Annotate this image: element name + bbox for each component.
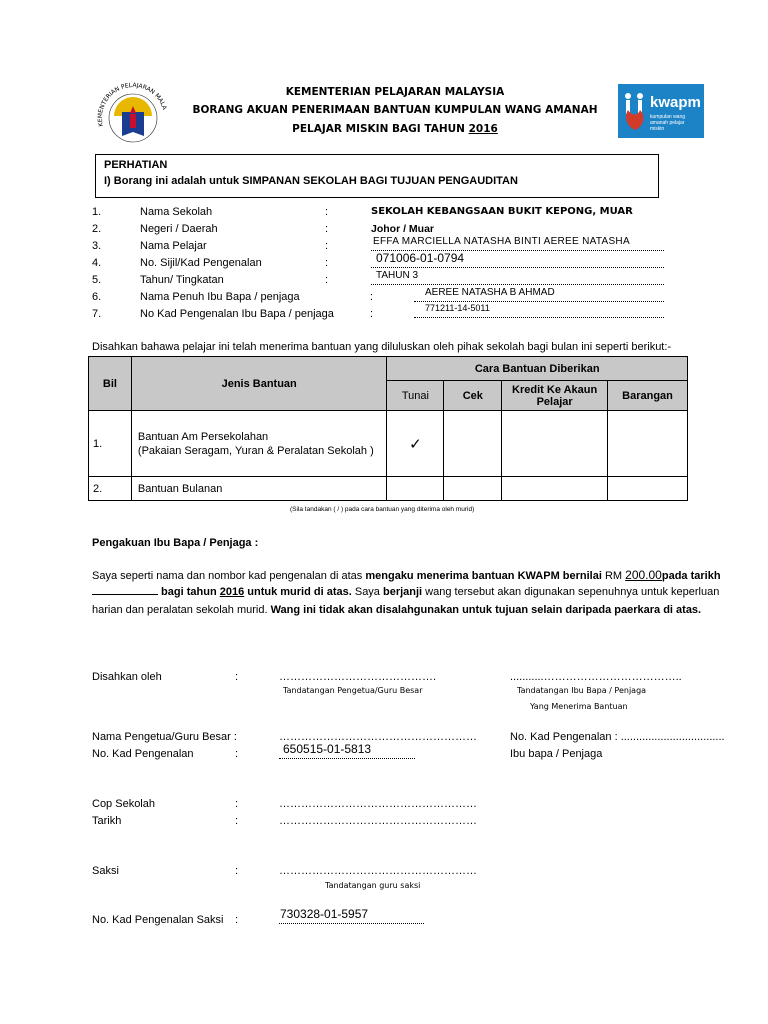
field-label-id: No. Sijil/Kad Pengenalan	[140, 257, 262, 269]
dotted-line	[414, 317, 664, 318]
row-tunai	[387, 477, 444, 501]
field-colon: :	[325, 240, 329, 252]
header-ministry: KEMENTERIAN PELAJARAN MALAYSIA	[285, 86, 505, 98]
row-barangan	[608, 411, 688, 477]
sign-colon: :	[235, 865, 239, 877]
field-colon: :	[325, 257, 329, 269]
row-tunai-check: ✓	[387, 411, 444, 477]
col-header-cek: Cek	[444, 381, 502, 411]
col-header-kredit: Kredit Ke Akaun Pelajar	[502, 381, 608, 411]
field-value-student: EFFA MARCIELLA NATASHA BINTI AEREE NATASHA	[373, 236, 630, 247]
pengakuan-line-3: harian dan peralatan sekolah murid. Wang ini tidak akan disalahgunakan untuk tujuan selain daripada paerkara di atas.	[92, 604, 702, 616]
table-row	[89, 411, 688, 477]
field-value-school: SEKOLAH KEBANGSAAN BUKIT KEPONG, MUAR	[371, 206, 633, 217]
dotted-line	[371, 267, 664, 268]
pengakuan-title: Pengakuan Ibu Bapa / Penjaga :	[92, 537, 259, 549]
dots-cop: ………………………………………………	[279, 798, 477, 810]
field-label-state: Negeri / Daerah	[140, 223, 218, 235]
dotted-line	[414, 301, 664, 302]
field-label-year: Tahun/ Tingkatan	[140, 274, 224, 286]
dots-parent-sign: ...........………………………………..	[510, 671, 682, 683]
field-num-6: 6.	[92, 291, 102, 303]
header-form-title: BORANG AKUAN PENERIMAAN BANTUAN KUMPULAN WANG AMANAH	[192, 104, 598, 116]
label-tt-saksi: Tandatangan guru saksi	[325, 881, 421, 890]
field-value-state: Johor / Muar	[371, 223, 435, 235]
sign-colon: :	[235, 748, 239, 760]
dots-tarikh: ………………………………………………	[279, 815, 477, 827]
dotted-line	[279, 758, 415, 759]
field-value-id: 071006-01-0794	[376, 251, 465, 265]
col-header-bil: Bil	[89, 357, 132, 411]
field-colon: :	[370, 308, 374, 320]
field-num-5: 5.	[92, 274, 102, 286]
col-header-tunai: Tunai	[387, 381, 444, 411]
row-cek	[444, 477, 502, 501]
col-header-cara: Cara Bantuan Diberikan	[387, 357, 688, 381]
table-note: (Sila tandakan ( / ) pada cara bantuan yang diterima oleh murid)	[290, 506, 475, 513]
header-year-line: PELAJAR MISKIN BAGI TAHUN 2016	[292, 123, 498, 135]
svg-text:KEMENTERIAN PELAJARAN MALAYSIA: KEMENTERIAN PELAJARAN MALAYSIA	[96, 81, 168, 128]
table-row	[89, 477, 688, 501]
row-jenis: Bantuan Bulanan	[131, 477, 387, 501]
field-colon: :	[325, 223, 329, 235]
field-colon: :	[325, 274, 329, 286]
field-value-parent-id: 771211-14-5011	[425, 303, 490, 313]
label-nama-pengetua: Nama Pengetua/Guru Besar :	[92, 731, 237, 743]
label-ibubapa-penjaga: Ibu bapa / Penjaga	[510, 748, 603, 760]
dotted-line	[371, 284, 664, 285]
kwapm-subtitle: kumpulan wang amanah pelajar miskin	[650, 114, 686, 132]
field-num-2: 2.	[92, 223, 102, 235]
ministry-crest-logo	[92, 78, 174, 156]
pengakuan-line-1: Saya seperti nama dan nombor kad pengenalan di atas mengaku menerima bantuan KWAPM bernilai RM 200.00pada tarikh	[92, 568, 721, 582]
sign-colon: :	[235, 798, 239, 810]
col-header-jenis: Jenis Bantuan	[131, 357, 387, 411]
aid-table	[88, 356, 688, 501]
col-header-barangan: Barangan	[608, 381, 688, 411]
field-num-7: 7.	[92, 308, 102, 320]
row-cek	[444, 411, 502, 477]
field-label-student: Nama Pelajar	[140, 240, 207, 252]
sign-colon: :	[235, 815, 239, 827]
label-kp-right: No. Kad Pengenalan : ..................................	[510, 731, 725, 743]
field-num-3: 3.	[92, 240, 102, 252]
label-kp-saksi: No. Kad Pengenalan Saksi	[92, 914, 224, 926]
row-kredit	[502, 477, 608, 501]
row-barangan	[608, 477, 688, 501]
value-kp-pengetua: 650515-01-5813	[283, 742, 372, 756]
year-value: 2016	[219, 586, 245, 598]
dots-nama-pengetua: ………………………………………………	[279, 731, 477, 743]
kwapm-brand: kwapm	[650, 94, 701, 111]
label-no-kp: No. Kad Pengenalan	[92, 748, 194, 760]
field-num-4: 4.	[92, 257, 102, 269]
value-kp-saksi: 730328-01-5957	[280, 907, 369, 921]
confirmation-text: Disahkan bahawa pelajar ini telah menerima bantuan yang diluluskan oleh pihak sekolah bagi bulan ini seperti berikut:-	[92, 341, 672, 353]
row-bil: 2.	[89, 477, 132, 501]
label-tt-pengetua: Tandatangan Pengetua/Guru Besar	[283, 686, 423, 695]
dots-pengetua-sign: …………………………………….	[279, 671, 437, 683]
label-tt-ibubapa: Tandatangan Ibu Bapa / Penjaga	[517, 686, 647, 695]
label-cop: Cop Sekolah	[92, 798, 155, 810]
label-tarikh: Tarikh	[92, 815, 122, 827]
sign-colon: :	[235, 914, 239, 926]
kwapm-logo	[618, 84, 704, 138]
field-num-1: 1.	[92, 206, 102, 218]
field-value-parent: AEREE NATASHA B AHMAD	[425, 287, 555, 298]
label-yang-menerima: Yang Menerima Bantuan	[530, 702, 628, 711]
label-disahkan: Disahkan oleh	[92, 671, 162, 683]
field-label-parent: Nama Penuh Ibu Bapa / penjaga	[140, 291, 300, 303]
notice-box	[95, 154, 659, 198]
amount-value: 200.00	[625, 568, 662, 582]
label-saksi: Saksi	[92, 865, 119, 877]
date-blank	[92, 594, 158, 595]
row-jenis: Bantuan Am Persekolahan (Pakaian Seragam, Yuran & Peralatan Sekolah )	[131, 411, 387, 477]
notice-text: I) Borang ini adalah untuk SIMPANAN SEKOLAH BAGI TUJUAN PENGAUDITAN	[104, 175, 518, 187]
sign-colon: :	[235, 671, 239, 683]
dotted-line	[279, 923, 424, 924]
notice-title: PERHATIAN	[104, 159, 168, 171]
pengakuan-line-2: bagi tahun 2016 untuk murid di atas. Saya berjanji wang tersebut akan digunakan sepenuhnya untuk keperluan	[92, 586, 719, 598]
field-colon: :	[370, 291, 374, 303]
field-label-parent-id: No Kad Pengenalan Ibu Bapa / penjaga	[140, 308, 334, 320]
field-value-year: TAHUN 3	[376, 270, 419, 281]
row-bil: 1.	[89, 411, 132, 477]
dots-saksi: ………………………………………………	[279, 865, 477, 877]
field-colon: :	[325, 206, 329, 218]
row-kredit	[502, 411, 608, 477]
field-label-school: Nama Sekolah	[140, 206, 213, 218]
